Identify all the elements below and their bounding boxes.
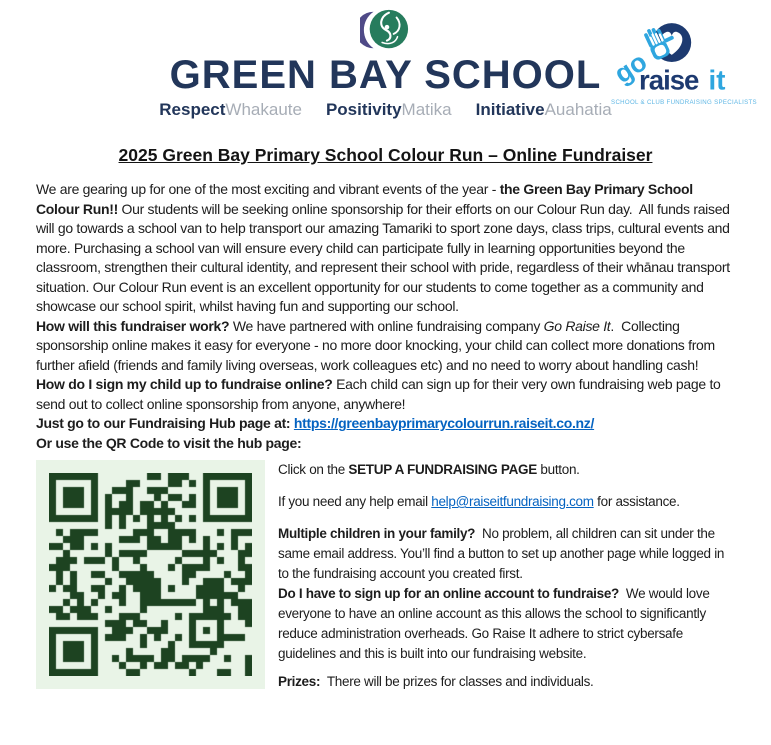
header [0,0,771,118]
value-en: Respect [159,100,226,119]
goraiseit-word-it: it [708,64,726,96]
qr-code-panel [36,460,265,689]
value-initiative [476,100,612,120]
setup-instruction-paragraph [278,460,735,480]
setup-button-name: SETUP A FUNDRAISING PAGE [348,462,537,477]
setup-text: Click on the [278,462,349,477]
prizes-heading: Prizes: [278,674,321,689]
school-name: GREEN BAY SCHOOL [169,53,602,97]
hub-link-label: Just go to our Fundraising Hub page at: [36,415,294,431]
qr-instruction-text: Or use the QR Code to visit the hub page: [36,434,302,451]
intro-bold-text: the Green Bay Primary School Colour Run!! [36,181,697,217]
help-email-paragraph [278,492,735,512]
prizes-text: There will be prizes for classes and individuals. [320,674,594,689]
page-title: 2025 Green Bay Primary School Colour Run – Online Fundraiser [118,145,653,165]
qr-code-image [49,473,252,676]
intro-text: We are gearing up for one of the most exciting and vibrant events of the year - [36,181,500,197]
value-mi: Whakaute [225,100,302,119]
qr-instruction-paragraph [36,434,735,454]
value-positivity [326,100,452,120]
intro-text: Our students will be seeking online sponsorship for their efforts on our Colour Run day. All funds raised will go towards a school van to help transport our amazing Tamariki to sport zone days, class trips, cultural events and more. Purchasing a school van will ensure every child can participate fully in learning opportunities beyond the classroom, strengthen their cultural identity, and represent their school with pride, regardless of their whānau transport situation. Our Colour Run event is an excellent opportunity for our students to come together as a community and showcase our school spirit, whilst having fun and supporting our school. [36,200,734,314]
intro-paragraph [36,180,735,317]
how-it-works-text: We have partnered with online fundraising company [232,317,544,334]
school-koru-logo-icon [360,6,412,54]
qr-instructions-column [278,460,735,692]
value-respect [159,100,302,120]
multiple-children-text: No problem, all children can sit under the same email address. You’ll find a button to set up another page while logged in to the fundraising account you created first. [278,526,728,581]
document-body [0,180,771,692]
goraiseit-tagline: SCHOOL & CLUB FUNDRAISING SPECIALISTS [611,98,757,106]
value-mi: Matika [401,100,452,119]
goraiseit-logo [606,16,760,115]
signup-paragraph [36,375,735,414]
prizes-paragraph [278,672,735,692]
how-it-works-heading: How will this fundraiser work? [36,317,233,334]
value-en: Initiative [475,100,545,119]
company-name-italic: Go Raise It [543,317,611,334]
how-it-works-paragraph [36,317,735,376]
goraiseit-word-go: go [608,46,653,90]
qr-section [36,460,735,692]
multiple-children-paragraph [278,524,735,584]
online-account-heading: Do I have to sign up for an online account to fundraise? [278,586,619,601]
setup-text: button. [536,462,580,477]
value-mi: Auahatia [544,100,612,119]
multiple-children-heading: Multiple children in your family? [278,526,476,541]
fundraising-hub-link[interactable]: https://greenbayprimarycolourrun.raiseit.co.nz/ [293,415,595,431]
online-account-paragraph [278,584,735,664]
signup-heading: How do I sign my child up to fundraise online? [36,376,337,392]
hub-link-paragraph [36,414,735,434]
goraiseit-word-raise: raise [639,64,699,96]
help-text: for assistance. [593,494,680,509]
value-en: Positivity [325,100,402,119]
goraiseit-heart-hand-icon [606,16,760,110]
help-email-link[interactable]: help@raiseitfundraising.com [431,494,594,509]
online-account-text: We would love everyone to have an online account as this allows the school to significantly reduce administration overheads. Go Raise It adhere to strict cybersafe guidelines and this is built into our fundraising website. [278,586,713,661]
how-it-works-text: . Collecting sponsorship online makes it easy for everyone - no more door knocking, your child can collect more donations from further afield (friends and family living overseas, work colleagues etc) and no need to worry about handling cash! [36,317,719,373]
help-text: If you need any help email [278,494,432,509]
signup-text: Each child can sign up for their very own fundraising web page to send out to collect online sponsorship from anyone, anywhere! [36,376,725,412]
